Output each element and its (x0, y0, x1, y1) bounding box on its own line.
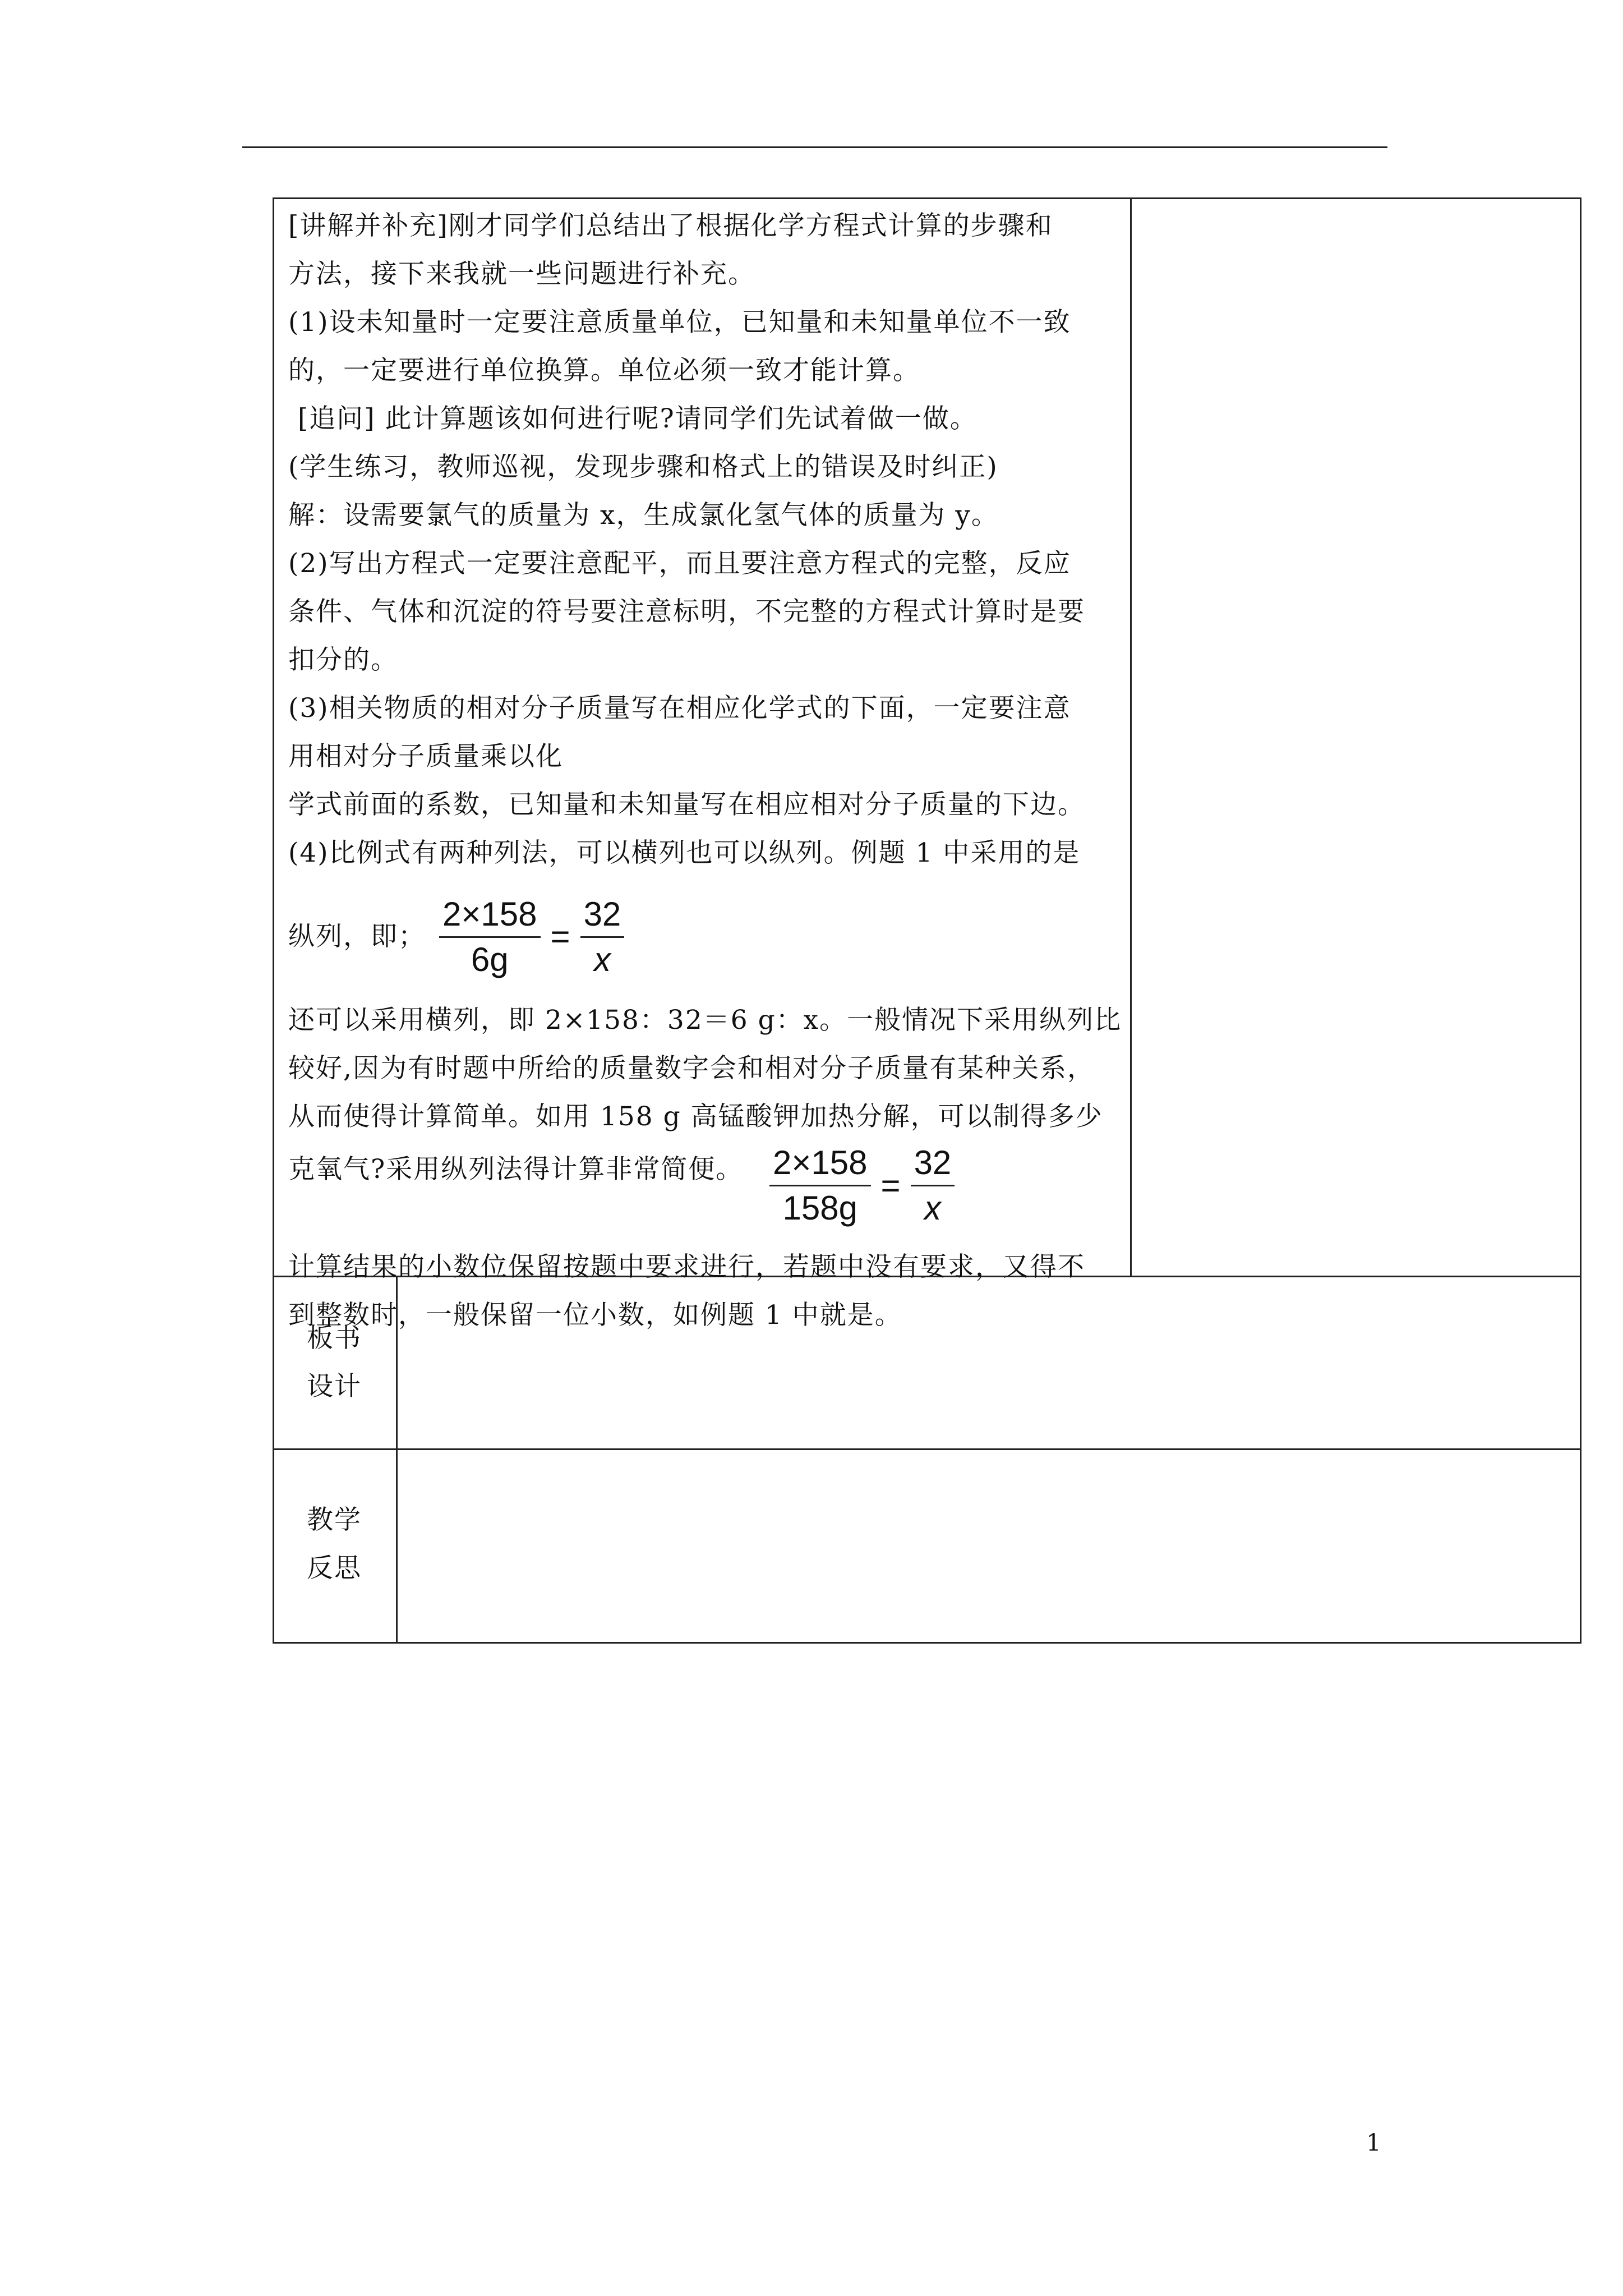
text-line: (学生练习，教师巡视，发现步骤和格式上的错误及时纠正) (288, 452, 998, 482)
formula-equals: = (880, 1166, 901, 1204)
lesson-content (288, 202, 1124, 1340)
formula-row-2 (288, 1141, 1124, 1243)
text-line: 方法，接下来我就一些问题进行补充。 (288, 259, 755, 289)
formula-right-numerator: 32 (580, 892, 625, 938)
text-line: 较好,因为有时题中所给的质量数字会和相对分子质量有某种关系， (288, 1053, 1095, 1084)
text-line: (2)写出方程式一定要注意配平，而且要注意方程式的完整，反应 (288, 548, 1071, 579)
board-design-label: 板书 设计 (307, 1323, 362, 1402)
text-line: 条件、气体和沉淀的符号要注意标明，不完整的方程式计算时是要 (288, 596, 1085, 627)
proportion-formula-2 (769, 1141, 955, 1230)
formula-right-numerator: 32 (911, 1141, 955, 1186)
formula-denominator: 6g (471, 940, 509, 978)
text-line: 扣分的。 (288, 645, 398, 675)
page-number: 1 (1366, 2129, 1381, 2156)
formula-equals: = (550, 918, 570, 955)
formula-prefix: 克氧气?采用纵列法得计算非常简便。 (288, 1154, 744, 1185)
text-line: (4)比例式有两种列法，可以横列也可以纵列。例题 1 中采用的是 (288, 838, 1081, 868)
text-line: [追问] 此计算题该如何进行呢?请同学们先试着做一做。 (288, 403, 978, 434)
text-line: (3)相关物质的相对分子质量写在相应化学式的下面，一定要注意 (288, 693, 1071, 724)
proportion-formula-1 (439, 892, 624, 982)
formula-prefix: 纵列，即； (288, 921, 426, 952)
formula-denominator: 158g (782, 1189, 857, 1227)
text-line: 从而使得计算简单。如用 158 g 高锰酸钾加热分解，可以制得多少 (288, 1101, 1103, 1132)
text-line: 计算结果的小数位保留按题中要求进行，若题中没有要求，又得不 (288, 1251, 1085, 1282)
formula-right-denominator: x (924, 1189, 941, 1227)
board-design-cell (398, 1278, 1579, 1447)
formula-numerator: 2×158 (439, 892, 541, 938)
reflection-cell (398, 1451, 1579, 1641)
text-line: 解：设需要氯气的质量为 x，生成氯化氢气体的质量为 y。 (288, 500, 999, 531)
text-line: 用相对分子质量乘以化 (288, 741, 563, 772)
text-line: 学式前面的系数，已知量和未知量写在相应相对分子质量的下边。 (288, 789, 1085, 820)
formula-numerator: 2×158 (769, 1141, 871, 1186)
row-divider-2 (273, 1448, 1581, 1450)
formula-row-1 (288, 877, 1124, 996)
text-line: 还可以采用横列，即 2×158：32＝6 g：x。一般情况下采用纵列比 (288, 1005, 1122, 1036)
text-line: (1)设未知量时一定要注意质量单位，已知量和未知量单位不一致 (288, 307, 1071, 338)
text-line: 到整数时，一般保留一位小数，如例题 1 中就是。 (288, 1300, 902, 1331)
reflection-label: 教学 反思 (307, 1504, 362, 1584)
header-rule (242, 146, 1387, 148)
formula-right-denominator: x (593, 940, 611, 978)
column-divider-top (1130, 197, 1132, 1277)
text-line: [讲解并补充]刚才同学们总结出了根据化学方程式计算的步骤和 (288, 210, 1053, 241)
text-line: 的，一定要进行单位换算。单位必须一致才能计算。 (288, 355, 920, 386)
